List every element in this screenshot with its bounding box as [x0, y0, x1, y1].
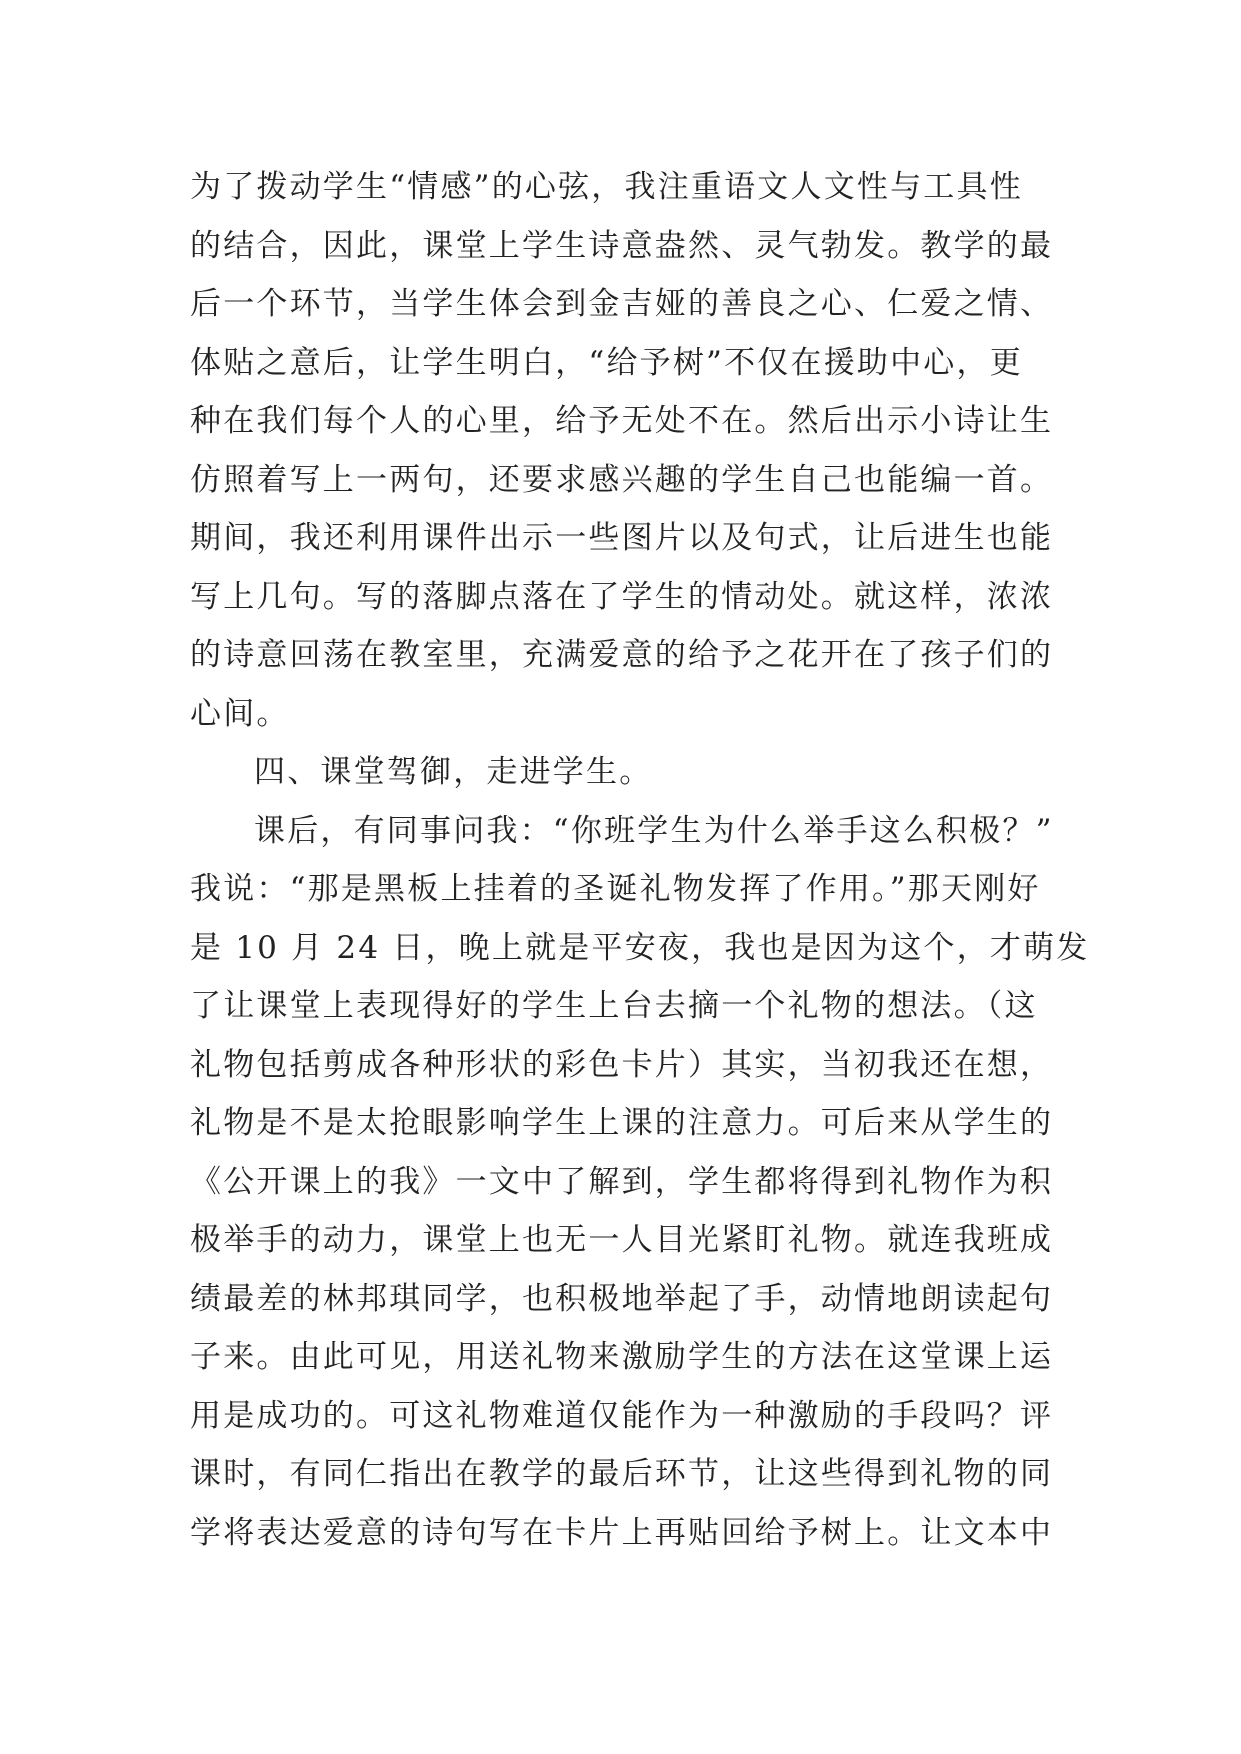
- text-line: 绩最差的林邦琪同学，也积极地举起了手，动情地朗读起句: [190, 1280, 1054, 1317]
- text-line: 子来。由此可见，用送礼物来激励学生的方法在这堂课上运: [190, 1339, 1054, 1375]
- text-line: 后一个环节，当学生体会到金吉娅的善良之心、仁爱之情、: [190, 286, 1054, 322]
- text-line: 仿照着写上一两句，还要求感兴趣的学生自己也能编一首。: [190, 461, 1054, 498]
- text-line: 心间。: [190, 695, 290, 732]
- text-line: 我说：“那是黑板上挂着的圣诞礼物发挥了作用。”那天刚好: [190, 871, 1041, 907]
- text-line: 期间，我还利用课件出示一些图片以及句式，让后进生也能: [190, 520, 1054, 556]
- text-line: 课时，有同仁指出在教学的最后环节，让这些得到礼物的同: [190, 1456, 1054, 1492]
- paragraph-start: 课后，有同事问我：“你班学生为什么举手这么积极？”: [254, 812, 1054, 849]
- text-line: 礼物是不是太抢眼影响学生上课的注意力。可后来从学生的: [190, 1105, 1054, 1141]
- text-line: 是 10 月 24 日，晚上就是平安夜，我也是因为这个，才萌发: [190, 929, 1090, 966]
- text-line: 了让课堂上表现得好的学生上台去摘一个礼物的想法。（这: [190, 988, 1038, 1024]
- text-line: 《公开课上的我》一文中了解到，学生都将得到礼物作为积: [190, 1163, 1054, 1200]
- text-line: 极举手的动力，课堂上也无一人目光紧盯礼物。就连我班成: [190, 1222, 1054, 1258]
- text-line: 用是成功的。可这礼物难道仅能作为一种激励的手段吗？评: [190, 1397, 1054, 1434]
- text-line: 学将表达爱意的诗句写在卡片上再贴回给予树上。让文本中: [190, 1514, 1054, 1551]
- text-line: 体贴之意后，让学生明白，“给予树”不仅在援助中心，更: [190, 344, 1023, 381]
- text-line: 的结合，因此，课堂上学生诗意盎然、灵气勃发。教学的最: [190, 227, 1054, 264]
- section-heading: 四、课堂驾御，走进学生。: [254, 754, 653, 790]
- text-line: 为了拨动学生“情感”的心弦，我注重语文人文性与工具性: [190, 169, 1023, 205]
- body-text: [190, 158, 1090, 1562]
- text-line: 写上几句。写的落脚点落在了学生的情动处。就这样，浓浓: [190, 578, 1054, 615]
- text-line: 礼物包括剪成各种形状的彩色卡片）其实，当初我还在想，: [190, 1046, 1054, 1083]
- text-line: 种在我们每个人的心里，给予无处不在。然后出示小诗让生: [190, 403, 1054, 439]
- text-line: 的诗意回荡在教室里，充满爱意的给予之花开在了孩子们的: [190, 637, 1054, 673]
